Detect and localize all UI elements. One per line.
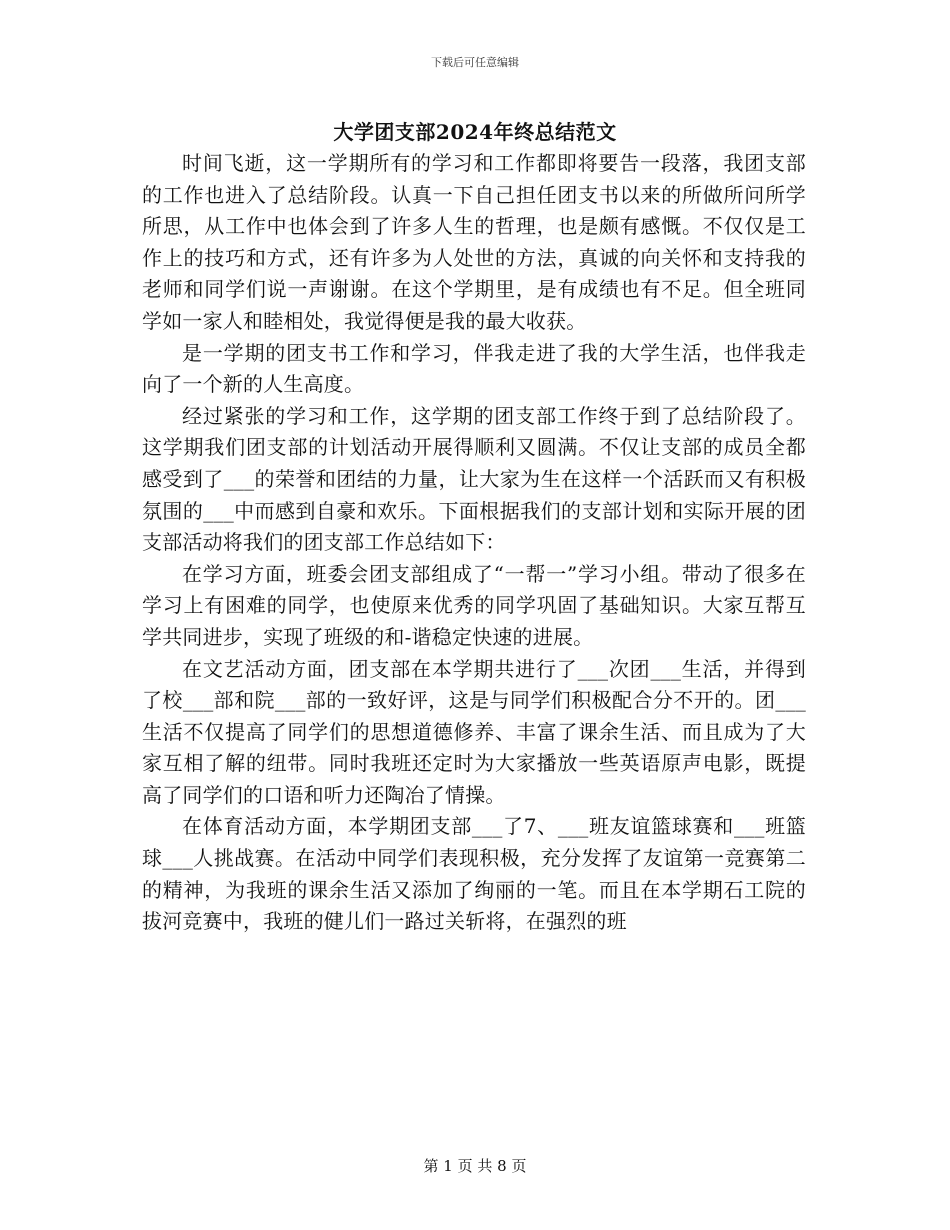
document-title: 大学团支部2024年终总结范文 bbox=[333, 120, 617, 144]
paragraph: 时间飞逝，这一学期所有的学习和工作都即将要告一段落，我团支部的工作也进入了总结阶段。认真一下自己担任团支书以来的所做所问所学所思，从工作中也体会到了许多人生的哲理，也是颇有感慨。不仅仅是工作上的技巧和方式，还有许多为人处世的方法，真诚的向关怀和支持我的老师和同学们说一声谢谢。在这个学期里，是有成绩也有不足。但全班同学如一家人和睦相处，我觉得便是我的最大收获。 bbox=[142, 151, 806, 333]
page-footer: 第 1 页 共 8 页 bbox=[423, 1157, 527, 1175]
paragraph: 在文艺活动方面，团支部在本学期共进行了___次团___生活，并得到了校___部和院___部的一致好评，这是与同学们积极配合分不开的。团___生活不仅提高了同学们的思想道德修养、丰富了课余生活、而且成为了大家互相了解的纽带。同时我班还定时为大家播放一些英语原声电影，既提高了同学们的口语和听力还陶冶了情操。 bbox=[142, 656, 806, 807]
paragraph: 在学习方面，班委会团支部组成了“一帮一”学习小组。带动了很多在学习上有困难的同学，也使原来优秀的同学巩固了基础知识。大家互帮互学共同进步，实现了班级的和-谐稳定快速的进展。 bbox=[142, 561, 806, 649]
paragraph: 在体育活动方面，本学期团支部___了7、___班友谊篮球赛和___班篮球___人挑战赛。在活动中同学们表现积极，充分发挥了友谊第一竞赛第二的精神，为我班的课余生活又添加了绚丽的一笔。而且在本学期石工院的拔河竞赛中，我班的健儿们一路过关斩将，在强烈的班 bbox=[142, 814, 806, 934]
paragraph: 经过紧张的学习和工作，这学期的团支部工作终于到了总结阶段了。这学期我们团支部的计划活动开展得顺利又圆满。不仅让支部的成员全都感受到了___的荣誉和团结的力量，让大家为生在这样一个活跃而又有积极氛围的___中而感到自豪和欢乐。下面根据我们的支部计划和实际开展的团支部活动将我们的团支部工作总结如下： bbox=[142, 403, 806, 555]
document-body bbox=[142, 148, 806, 938]
paragraph: 是一学期的团支书工作和学习，伴我走进了我的大学生活，也伴我走向了一个新的人生高度。 bbox=[142, 340, 806, 397]
header-note: 下载后可任意编辑 bbox=[431, 56, 519, 69]
